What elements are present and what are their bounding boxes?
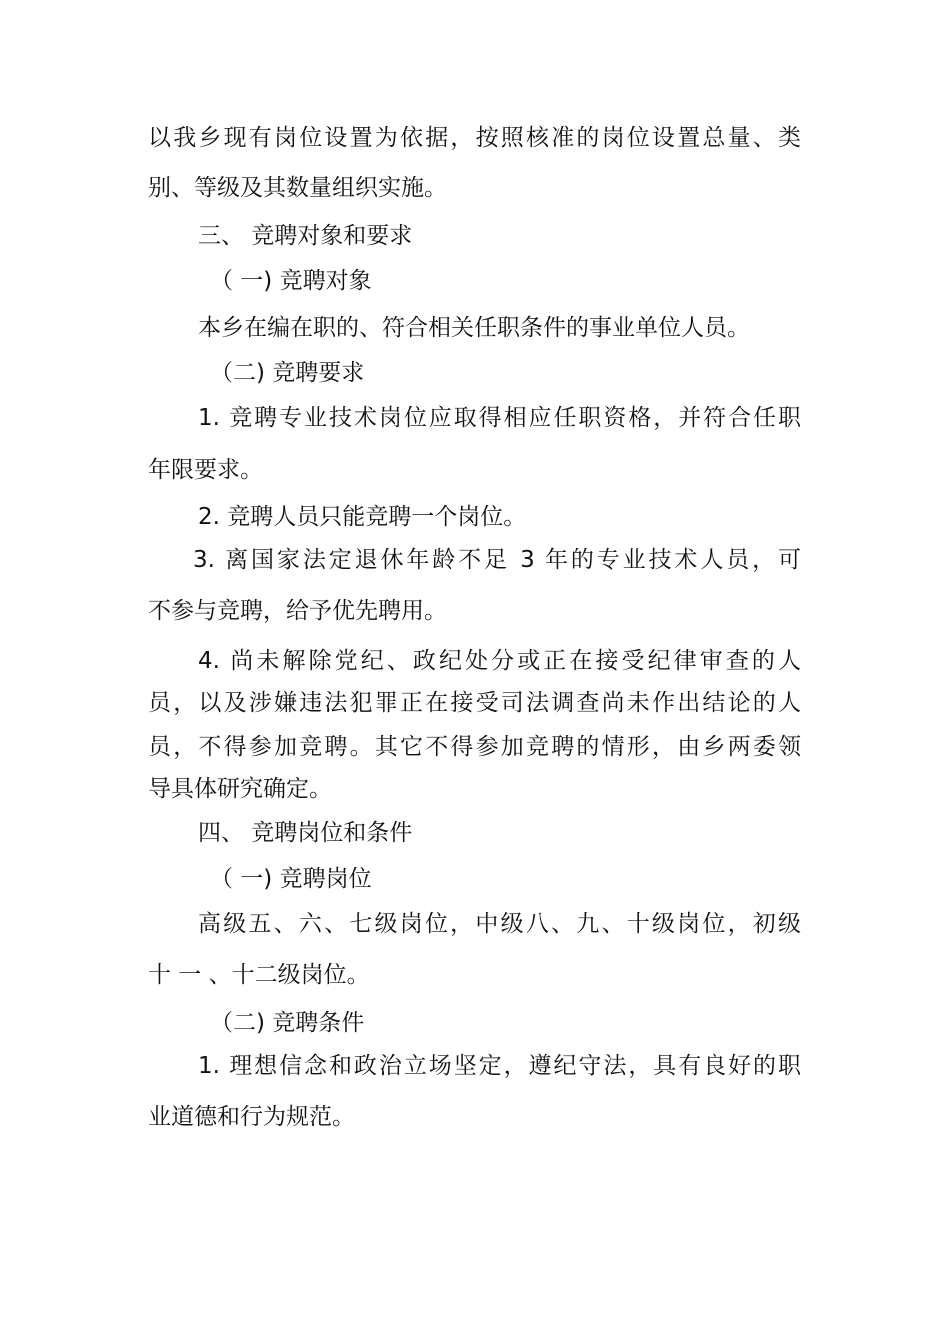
subsection-heading: （二) 竞聘条件	[210, 1010, 365, 1036]
body-line: 不参与竞聘，给予优先聘用。	[148, 598, 447, 624]
body-line: 4. 尚未解除党纪、政纪处分或正在接受纪律审查的人	[198, 648, 801, 674]
body-line: 2. 竞聘人员只能竞聘一个岗位。	[198, 504, 527, 530]
body-line: 以我乡现有岗位设置为依据，按照核准的岗位设置总量、类	[148, 125, 801, 151]
subsection-heading: （二) 竞聘要求	[210, 360, 365, 386]
body-line: 本乡在编在职的、符合相关任职条件的事业单位人员。	[198, 315, 750, 341]
subsection-heading: （ 一) 竞聘岗位	[210, 866, 372, 892]
section-heading: 四、 竞聘岗位和条件	[198, 820, 413, 846]
body-line: 1. 理想信念和政治立场坚定，遵纪守法，具有良好的职	[198, 1053, 801, 1079]
subsection-heading: （ 一) 竞聘对象	[210, 268, 372, 294]
body-line: 员，以及涉嫌违法犯罪正在接受司法调查尚未作出结论的人	[148, 690, 801, 716]
body-line: 十 一 、十二级岗位。	[148, 962, 370, 988]
body-line: 员，不得参加竞聘。其它不得参加竞聘的情形，由乡两委领	[148, 734, 801, 760]
body-line: 业道德和行为规范。	[148, 1104, 355, 1130]
body-line: 3. 离国家法定退休年龄不足 3 年的专业技术人员，可	[193, 547, 801, 573]
body-line: 高级五、六、七级岗位，中级八、九、十级岗位，初级	[198, 911, 801, 937]
section-heading: 三、 竞聘对象和要求	[198, 223, 413, 249]
body-line: 别、等级及其数量组织实施。	[148, 175, 447, 201]
body-line: 1. 竞聘专业技术岗位应取得相应任职资格，并符合任职	[198, 405, 801, 431]
body-line: 导具体研究确定。	[148, 776, 332, 802]
body-line: 年限要求。	[148, 457, 263, 483]
